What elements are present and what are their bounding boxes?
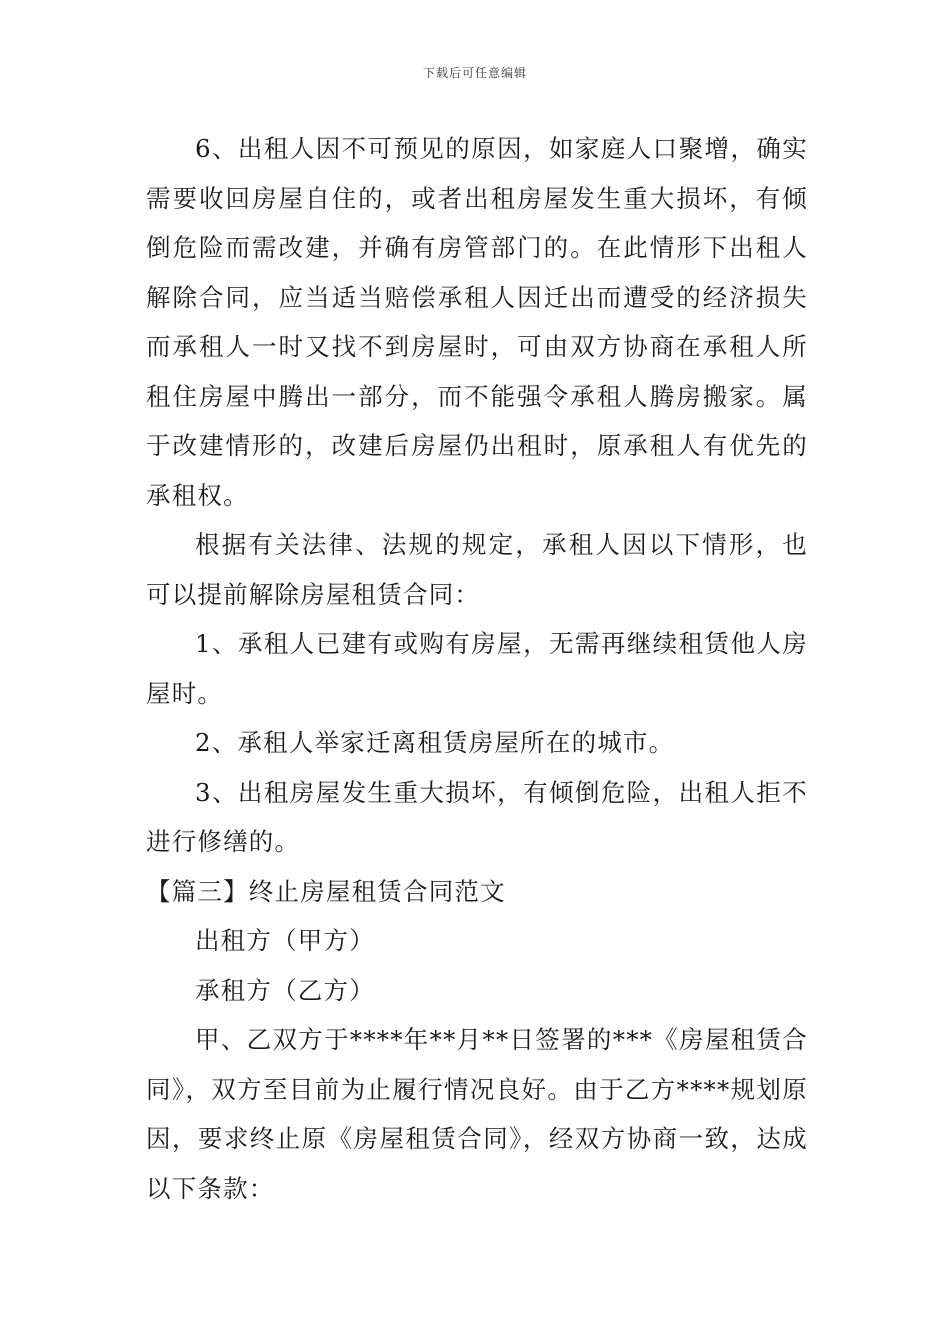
paragraph-tenant-case-2: 2、承租人举家迁离租赁房屋所在的城市。 — [195, 728, 675, 757]
party-b-line: 承租方（乙方） — [195, 975, 375, 1005]
paragraph-tenant-case-3: 3、出租房屋发生重大损坏，有倾倒危险，出租人拒不进行修缮的。 — [146, 777, 808, 856]
document-body — [146, 124, 808, 1213]
header-note: 下载后可任意编辑 — [422, 66, 527, 80]
paragraph-agreement-intro: 甲、乙双方于****年**月**日签署的***《房屋租赁合同》，双方至目前为止履行情况良好。由于乙方****规划原因，要求终止原《房屋租赁合同》，经双方协商一致，达成以下条款： — [146, 1025, 808, 1203]
section-heading: 【篇三】终止房屋租赁合同范文 — [146, 876, 506, 906]
paragraph-tenant-termination-intro: 根据有关法律、法规的规定，承租人因以下情形，也可以提前解除房屋租赁合同： — [146, 530, 808, 609]
paragraph-clause-6: 6、出租人因不可预见的原因，如家庭人口聚增，确实需要收回房屋自住的，或者出租房屋发生重大损坏，有倾倒危险而需改建，并确有房管部门的。在此情形下出租人解除合同，应当适当赔偿承租人因迁出而遭受的经济损失而承租人一时又找不到房屋时，可由双方协商在承租人所租住房屋中腾出一部分，而不能强令承租人腾房搬家。属于改建情形的，改建后房屋仍出租时，原承租人有优先的承租权。 — [146, 134, 808, 510]
paragraph-tenant-case-1: 1、承租人已建有或购有房屋，无需再继续租赁他人房屋时。 — [146, 629, 808, 708]
party-a-line: 出租方（甲方） — [195, 926, 375, 955]
